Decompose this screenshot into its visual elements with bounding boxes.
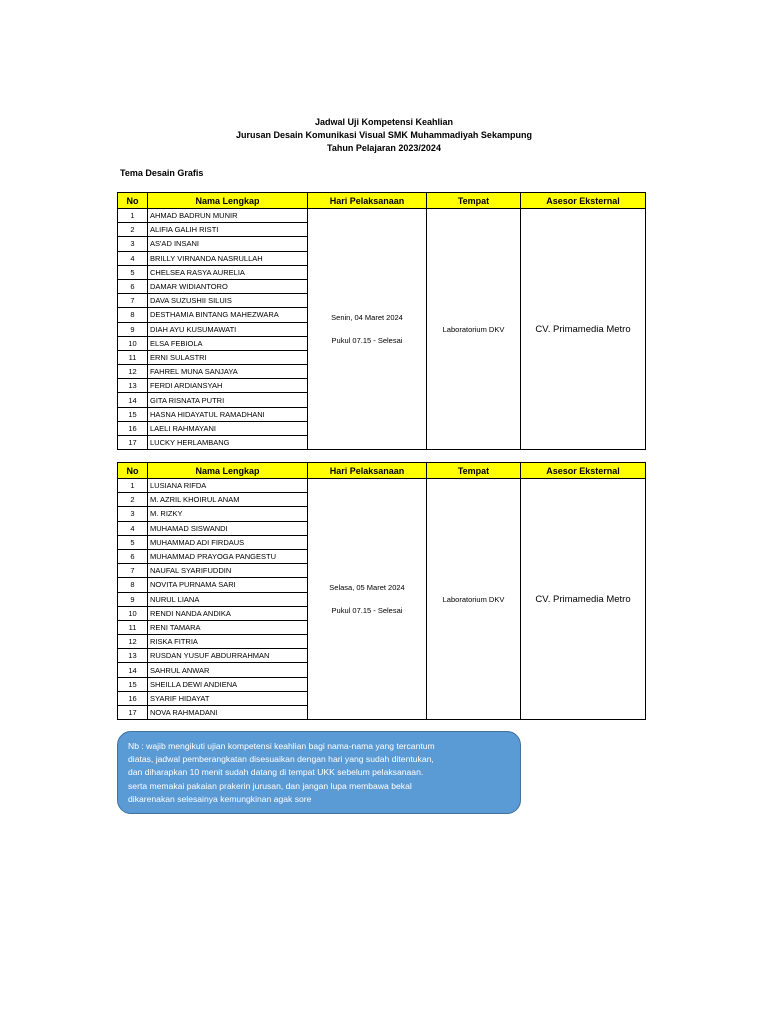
participant-name: MUHAMAD SISWANDI [148,521,308,535]
note-line: dan diharapkan 10 menit sudah datang di tempat UKK sebelum pelaksanaan. [128,767,424,778]
participant-name: NOVITA PURNAMA SARI [148,578,308,592]
participant-name: FAHREL MUNA SANJAYA [148,365,308,379]
participant-name: NAUFAL SYARIFUDDIN [148,564,308,578]
row-number: 10 [118,606,148,620]
row-number: 15 [118,407,148,421]
row-number: 4 [118,251,148,265]
participant-name: M. RIZKY [148,507,308,521]
participant-name: M. AZRIL KHOIRUL ANAM [148,493,308,507]
participant-name: ELSA FEBIOLA [148,336,308,350]
participant-name: SAHRUL ANWAR [148,663,308,677]
participant-name: HASNA HIDAYATUL RAMADHANI [148,407,308,421]
row-number: 2 [118,493,148,507]
row-number: 9 [118,592,148,606]
note-box [117,731,521,814]
table-row [118,479,646,493]
schedule-day-cell [308,209,427,450]
header-school-year: Tahun Pelajaran 2023/2024 [327,143,441,153]
column-header-assessor: Asesor Eksternal [521,193,646,209]
participant-name: GITA RISNATA PUTRI [148,393,308,407]
schedule-time: Pukul 07.15 - Selesai [331,606,403,616]
row-number: 4 [118,521,148,535]
row-number: 3 [118,237,148,251]
header-title: Jadwal Uji Kompetensi Keahlian [314,117,454,127]
row-number: 6 [118,549,148,563]
participant-name: FERDI ARDIANSYAH [148,379,308,393]
participant-name: DAMAR WIDIANTORO [148,279,308,293]
row-number: 1 [118,479,148,493]
note-line: Nb : wajib mengikuti ujian kompetensi keahlian bagi nama-nama yang tercantum [128,741,435,751]
participant-name: LUCKY HERLAMBANG [148,436,308,450]
column-header-assessor: Asesor Eksternal [521,463,646,479]
row-number: 9 [118,322,148,336]
row-number: 12 [118,635,148,649]
document-header [0,116,768,155]
table-header-row [118,193,646,209]
exam-location: Laboratorium DKV [427,209,521,450]
schedule-date: Senin, 04 Maret 2024 [331,313,403,323]
note-line: dikarenakan selesainya kemungkinan agak sore [128,793,312,804]
note-line: serta memakai pakaian prakerin jurusan, dan jangan lupa membawa bekal [128,780,412,791]
external-assessor: CV. Primamedia Metro [521,479,646,720]
row-number: 11 [118,350,148,364]
column-header-day: Hari Pelaksanaan [308,193,427,209]
participant-name: DESTHAMIA BINTANG MAHEZWARA [148,308,308,322]
row-number: 11 [118,620,148,634]
row-number: 6 [118,279,148,293]
row-number: 8 [118,578,148,592]
schedule-table-day-2 [117,462,646,720]
column-header-day: Hari Pelaksanaan [308,463,427,479]
participant-name: RENI TAMARA [148,620,308,634]
row-number: 14 [118,663,148,677]
participant-name: ERNI SULASTRI [148,350,308,364]
row-number: 7 [118,294,148,308]
participant-name: BRILLY VIRNANDA NASRULLAH [148,251,308,265]
row-number: 17 [118,436,148,450]
row-number: 14 [118,393,148,407]
schedule-day-cell [308,479,427,720]
column-header-no: No [118,193,148,209]
column-header-no: No [118,463,148,479]
row-number: 7 [118,564,148,578]
table-header-row [118,463,646,479]
row-number: 17 [118,706,148,720]
row-number: 3 [118,507,148,521]
row-number: 5 [118,535,148,549]
row-number: 13 [118,379,148,393]
participant-name: SHEILLA DEWI ANDIENA [148,677,308,691]
participant-name: RUSDAN YUSUF ABDURRAHMAN [148,649,308,663]
row-number: 12 [118,365,148,379]
column-header-place: Tempat [427,193,521,209]
participant-name: RENDI NANDA ANDIKA [148,606,308,620]
row-number: 15 [118,677,148,691]
schedule-date: Selasa, 05 Maret 2024 [329,583,405,593]
schedule-table-day-1 [117,192,646,450]
column-header-place: Tempat [427,463,521,479]
participant-name: RISKA FITRIA [148,635,308,649]
external-assessor: CV. Primamedia Metro [521,209,646,450]
section-label: Tema Desain Grafis [120,168,204,178]
row-number: 16 [118,691,148,705]
participant-name: NURUL LIANA [148,592,308,606]
exam-location: Laboratorium DKV [427,479,521,720]
row-number: 5 [118,265,148,279]
table-row [118,209,646,223]
row-number: 1 [118,209,148,223]
row-number: 16 [118,421,148,435]
participant-name: CHELSEA RASYA AURELIA [148,265,308,279]
participant-name: NOVA RAHMADANI [148,706,308,720]
participant-name: DAVA SUZUSHII SILUIS [148,294,308,308]
participant-name: SYARIF HIDAYAT [148,691,308,705]
note-line: diatas, jadwal pemberangkatan disesuaikan dengan hari yang sudah ditentukan, [128,754,434,765]
row-number: 10 [118,336,148,350]
participant-name: MUHAMMAD PRAYOGA PANGESTU [148,549,308,563]
header-department: Jurusan Desain Komunikasi Visual SMK Muhammadiyah Sekampung [236,130,532,140]
participant-name: AHMAD BADRUN MUNIR [148,209,308,223]
row-number: 8 [118,308,148,322]
participant-name: LAELI RAHMAYANI [148,421,308,435]
participant-name: DIAH AYU KUSUMAWATI [148,322,308,336]
participant-name: MUHAMMAD ADI FIRDAUS [148,535,308,549]
participant-name: AS'AD INSANI [148,237,308,251]
row-number: 2 [118,223,148,237]
row-number: 13 [118,649,148,663]
column-header-name: Nama Lengkap [148,463,308,479]
participant-name: ALIFIA GALIH RISTI [148,223,308,237]
column-header-name: Nama Lengkap [148,193,308,209]
schedule-time: Pukul 07.15 - Selesai [331,336,403,346]
participant-name: LUSIANA RIFDA [148,479,308,493]
